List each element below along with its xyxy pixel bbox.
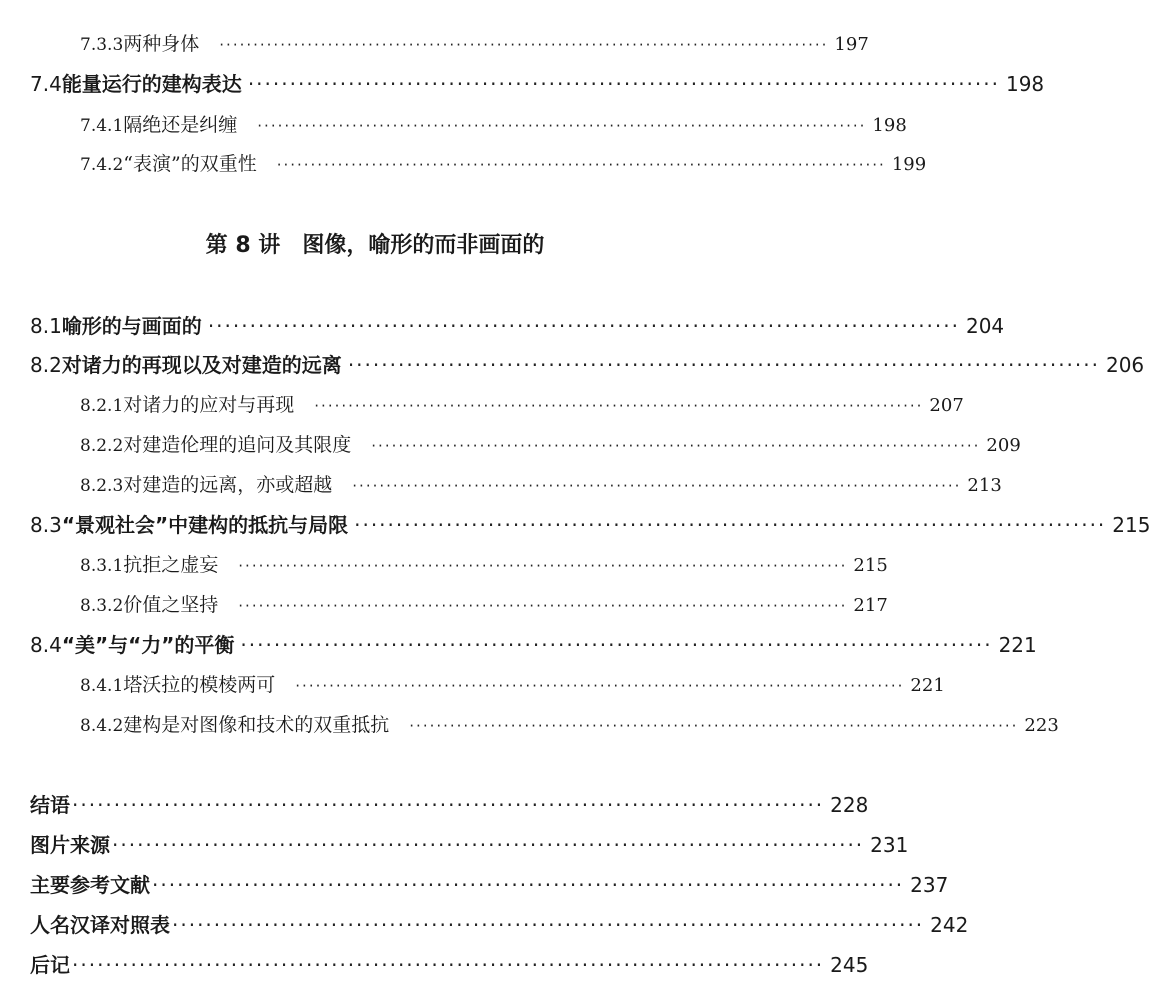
entry-number: 8.2 (30, 353, 62, 377)
toc-entry[interactable] (30, 509, 1150, 538)
chapter-title: 图像，喻形的而非画面的 (302, 233, 545, 258)
dot-leader: ·························································································· (172, 913, 925, 937)
toc-entry[interactable] (80, 470, 1002, 497)
entry-title: 对建造的远离，亦或超越 (123, 474, 333, 496)
dot-leader: ·························································································· (72, 953, 825, 977)
dot-leader: ·························································································· (295, 677, 905, 695)
entry-page: 199 (891, 154, 927, 175)
entry-title: 两种身体 (123, 33, 200, 55)
entry-title: 主要参考文献 (30, 873, 150, 897)
entry-number: 7.4.2 (80, 155, 124, 175)
entry-page: 221 (998, 633, 1037, 657)
dot-leader: ·························································································· (352, 477, 962, 495)
toc-entry[interactable] (80, 430, 1021, 457)
dot-leader: ·························································································· (219, 36, 829, 54)
entry-page: 215 (1112, 513, 1150, 537)
entry-page: 197 (834, 34, 869, 55)
toc-entry[interactable] (80, 550, 888, 577)
entry-page: 207 (929, 395, 964, 416)
dot-leader: ·························································································· (247, 72, 1000, 96)
toc-entry[interactable] (80, 29, 869, 56)
toc-entry[interactable] (30, 869, 949, 898)
toc-entry[interactable] (30, 789, 869, 818)
dot-leader: ·························································································· (371, 437, 981, 455)
entry-title: 塔沃拉的模棱两可 (123, 674, 276, 696)
toc-entry[interactable] (30, 829, 909, 858)
entry-number: 8.2.3 (80, 476, 124, 496)
entry-number: 8.3.2 (80, 596, 124, 616)
entry-number: 8.2.1 (80, 396, 124, 416)
entry-number: 7.4.1 (80, 116, 124, 136)
entry-number: 8.4.1 (80, 676, 124, 696)
entry-page: 228 (830, 793, 869, 817)
entry-page: 198 (872, 115, 907, 136)
entry-title: 后记 (30, 953, 70, 977)
entry-number: 8.4.2 (80, 716, 124, 736)
toc-entry[interactable] (30, 349, 1145, 378)
dot-leader: ·························································································· (347, 353, 1100, 377)
entry-number: 8.1 (30, 314, 62, 338)
toc-entry[interactable] (80, 590, 888, 617)
dot-leader: ·························································································· (238, 557, 848, 575)
entry-page: 221 (910, 675, 945, 696)
dot-leader: ·························································································· (207, 314, 960, 338)
entry-page: 209 (986, 435, 1021, 456)
chapter-label: 第 8 讲 (205, 233, 281, 258)
entry-title: 对诸力的应对与再现 (123, 394, 295, 416)
entry-title: “美”与“力”的平衡 (61, 633, 235, 657)
dot-leader: ·························································································· (257, 117, 867, 135)
entry-title: “景观社会”中建构的抵抗与局限 (61, 513, 349, 537)
dot-leader: ·························································································· (354, 513, 1107, 537)
dot-leader: ·························································································· (72, 793, 825, 817)
entry-title: 喻形的与画面的 (61, 314, 202, 338)
toc-entry[interactable] (80, 390, 964, 417)
toc-entry[interactable] (30, 629, 1037, 658)
dot-leader: ·························································································· (240, 633, 993, 657)
toc-entry[interactable] (30, 68, 1045, 97)
entry-page: 231 (870, 833, 909, 857)
toc-entry[interactable] (80, 710, 1059, 737)
entry-number: 7.3.3 (80, 35, 124, 55)
entry-number: 8.3 (30, 513, 62, 537)
toc-entry[interactable] (80, 149, 927, 176)
chapter-heading (0, 228, 750, 259)
entry-number: 7.4 (30, 72, 62, 96)
entry-page: 198 (1005, 72, 1045, 96)
toc-entry[interactable] (30, 949, 869, 978)
entry-page: 245 (830, 953, 869, 977)
entry-page: 204 (965, 314, 1005, 338)
entry-title: 人名汉译对照表 (30, 913, 170, 937)
entry-number: 8.3.1 (80, 556, 124, 576)
entry-title: 图片来源 (30, 833, 110, 857)
toc-entry[interactable] (80, 670, 945, 697)
toc-entry[interactable] (80, 110, 907, 137)
entry-page: 213 (967, 475, 1002, 496)
entry-page: 237 (910, 873, 949, 897)
toc-entry[interactable] (30, 310, 1005, 339)
entry-title: “表演”的双重性 (123, 153, 257, 175)
entry-number: 8.2.2 (80, 436, 124, 456)
entry-page: 215 (853, 555, 888, 576)
entry-title: 价值之坚持 (123, 594, 219, 616)
entry-page: 223 (1024, 715, 1059, 736)
entry-number: 8.4 (30, 633, 62, 657)
entry-title: 建构是对图像和技术的双重抵抗 (123, 714, 390, 736)
entry-title: 抗拒之虚妄 (123, 554, 219, 576)
dot-leader: ·························································································· (238, 597, 848, 615)
toc-entry[interactable] (30, 909, 969, 938)
entry-title: 隔绝还是纠缠 (123, 114, 238, 136)
entry-page: 206 (1105, 353, 1145, 377)
dot-leader: ·························································································· (409, 717, 1019, 735)
entry-title: 对诸力的再现以及对建造的远离 (61, 353, 342, 377)
dot-leader: ·························································································· (112, 833, 865, 857)
dot-leader: ·························································································· (152, 873, 905, 897)
dot-leader: ·························································································· (314, 397, 924, 415)
entry-page: 217 (853, 595, 888, 616)
entry-title: 能量运行的建构表达 (61, 72, 242, 96)
entry-page: 242 (930, 913, 969, 937)
dot-leader: ·························································································· (276, 156, 886, 174)
entry-title: 对建造伦理的追问及其限度 (123, 434, 352, 456)
entry-title: 结语 (30, 793, 70, 817)
